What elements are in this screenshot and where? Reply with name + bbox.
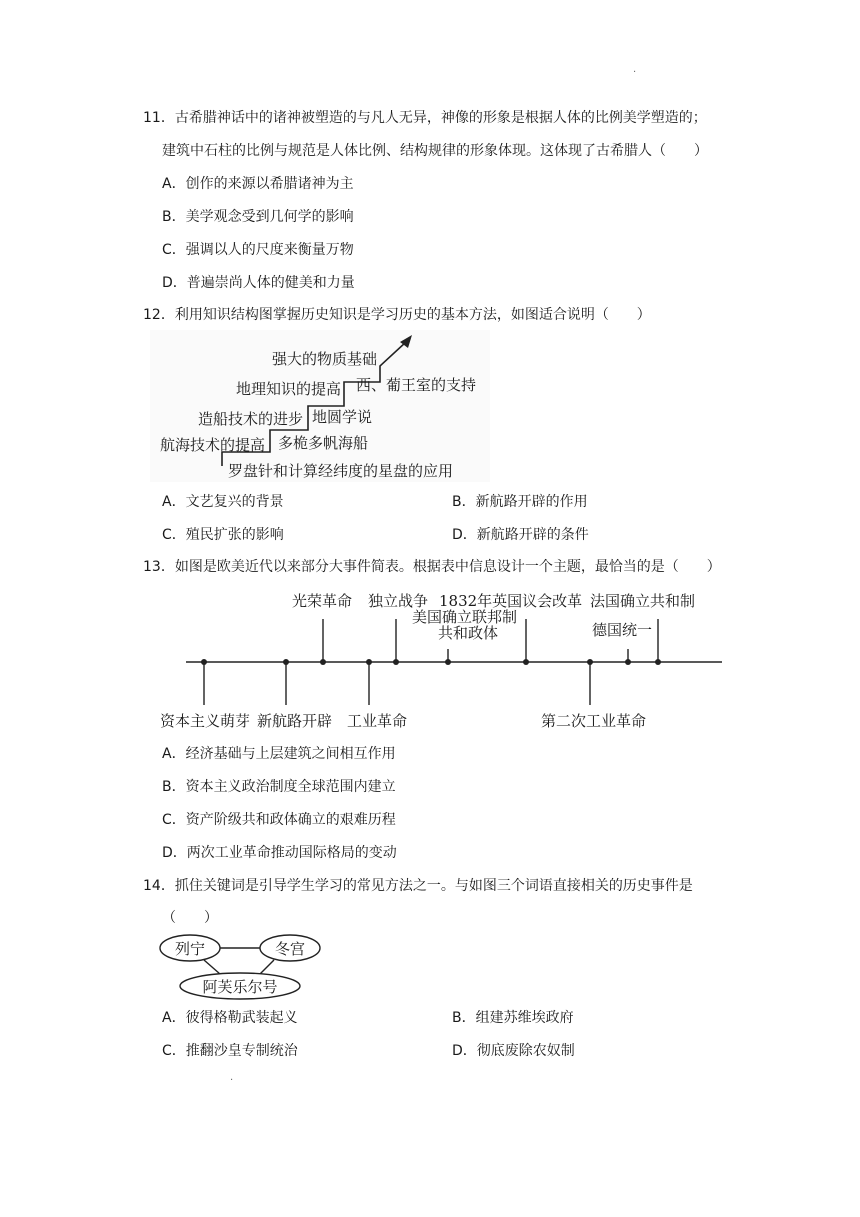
q14-stem-line2: （ ） (162, 910, 218, 926)
q12-step-text: 地理知识的提高 (236, 380, 342, 398)
q12-step-text: 造船技术的进步 (198, 410, 304, 428)
q14-option-d: D．彻底废除农奴制 (452, 1043, 575, 1059)
q11-option-d: D．普遍崇尚人体的健美和力量 (162, 275, 355, 291)
q14-keyword-diagram (152, 930, 342, 1002)
q13-option-d: D．两次工业革命推动国际格局的变动 (162, 845, 397, 861)
timeline-label-above: 共和政体 (438, 624, 499, 642)
q12-stem: 12．利用知识结构图掌握历史知识是学习历史的基本方法，如图适合说明（ ） (143, 307, 651, 323)
timeline-label-below: 新航路开辟 (257, 712, 333, 730)
q12-option-c: C．殖民扩张的影响 (162, 527, 284, 543)
q13-option-c: C．资产阶级共和政体确立的艰难历程 (162, 812, 396, 828)
q12-staircase-diagram (150, 330, 490, 482)
q11-stem-line1: 11．古希腊神话中的诸神被塑造的与凡人无异，神像的形象是根据人体的比例美学塑造的； (143, 110, 707, 126)
q12-step-text: 罗盘针和计算经纬度的星盘的应用 (228, 462, 454, 480)
q11-stem-line2: 建筑中石柱的比例与规范是人体比例、结构规律的形象体现。这体现了古希腊人（ ） (162, 143, 708, 159)
q12-step-text: 强大的物质基础 (272, 350, 378, 368)
q14-option-a: A．彼得格勒武装起义 (162, 1010, 298, 1026)
timeline-label-above: 光荣革命 (292, 592, 353, 610)
timeline-label-below: 工业革命 (347, 712, 408, 730)
timeline-label-above: 德国统一 (592, 621, 653, 639)
q12-option-d: D．新航路开辟的条件 (452, 527, 589, 543)
q12-option-a: A．文艺复兴的背景 (162, 494, 284, 510)
timeline-label-below: 资本主义萌芽 (160, 712, 251, 730)
q14-stem-line1: 14．抓住关键词是引导学生学习的常见方法之一。与如图三个词语直接相关的历史事件是 (143, 878, 693, 894)
q14-option-c: C．推翻沙皇专制统治 (162, 1043, 298, 1059)
timeline-label-above: 法国确立共和制 (590, 592, 696, 610)
timeline-label-above: 独立战争 (368, 592, 429, 610)
timeline-label-below: 第二次工业革命 (541, 712, 647, 730)
q13-timeline-diagram (150, 585, 730, 735)
q12-step-text: 航海技术的提高 (160, 436, 266, 454)
q12-step-text: 多桅多帆海船 (278, 434, 369, 452)
q12-step-text: 西、葡王室的支持 (356, 376, 477, 394)
keyword-winter-palace: 冬宫 (274, 940, 306, 958)
timeline-label-above: 美国确立联邦制 (412, 608, 518, 626)
q13-option-a: A．经济基础与上层建筑之间相互作用 (162, 746, 396, 762)
keyword-aurora: 阿芙乐尔号 (202, 978, 278, 996)
bottom-dot-mark: . (230, 1072, 234, 1083)
timeline-label-above: 1832年英国议会改革 (439, 592, 583, 610)
q11-option-a: A．创作的来源以希腊诸神为主 (162, 176, 354, 192)
q12-option-b: B．新航路开辟的作用 (452, 494, 588, 510)
q11-option-c: C．强调以人的尺度来衡量万物 (162, 242, 354, 258)
keyword-lenin: 列宁 (174, 940, 206, 958)
q13-stem: 13．如图是欧美近代以来部分大事件简表。根据表中信息设计一个主题，最恰当的是（ ） (143, 559, 721, 575)
q11-option-b: B．美学观念受到几何学的影响 (162, 209, 354, 225)
q14-option-b: B．组建苏维埃政府 (452, 1010, 574, 1026)
top-dot-mark: . (633, 64, 637, 75)
q12-step-text: 地圆学说 (312, 408, 373, 426)
q13-option-b: B．资本主义政治制度全球范围内建立 (162, 779, 396, 795)
